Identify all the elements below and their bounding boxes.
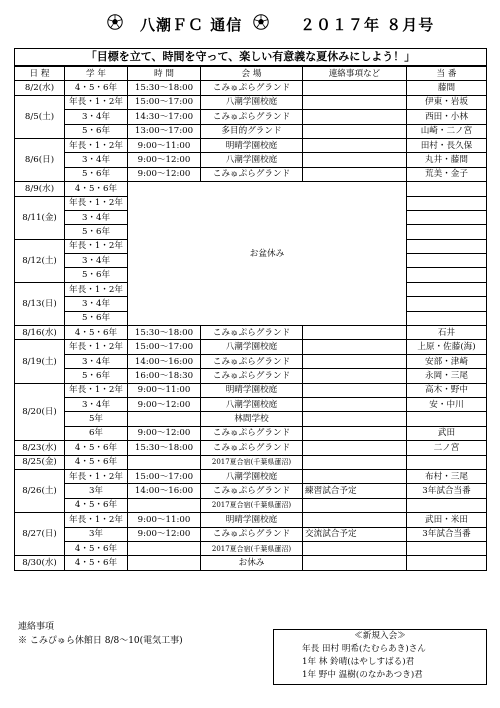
duty-cell <box>407 182 487 196</box>
grade-cell: 3・4年 <box>65 210 128 224</box>
note-cell <box>303 81 407 95</box>
grade-cell: 4・5・6年 <box>65 541 128 555</box>
venue-cell: こみゅぷらグランド <box>201 426 303 440</box>
grade-cell: 3・4年 <box>65 354 128 368</box>
date-cell: 8/30(水) <box>15 556 65 570</box>
note-cell <box>303 383 407 397</box>
note-cell <box>303 369 407 383</box>
duty-cell: 安・中川 <box>407 397 487 411</box>
table-row <box>15 426 487 440</box>
table-row <box>15 441 487 455</box>
duty-cell <box>407 268 487 282</box>
note-cell <box>303 556 407 570</box>
column-header-venue: 会 場 <box>201 67 303 81</box>
duty-cell <box>407 239 487 253</box>
venue-cell: 多目的グランド <box>201 124 303 138</box>
table-row <box>15 455 487 469</box>
new-members-title: ≪新規入会≫ <box>354 631 406 641</box>
grade-cell: 5・6年 <box>65 268 128 282</box>
duty-cell: 武田 <box>407 426 487 440</box>
note-cell <box>303 513 407 527</box>
note-cell <box>303 441 407 455</box>
grade-cell: 3・4年 <box>65 110 128 124</box>
duty-cell <box>407 498 487 512</box>
newsletter-title: 八潮ＦＣ 通信 <box>140 16 243 34</box>
date-cell: 8/9(水) <box>15 182 65 196</box>
duty-cell <box>407 282 487 296</box>
table-row <box>15 95 487 109</box>
duty-cell: 3年試合当番 <box>407 527 487 541</box>
table-row <box>15 412 487 426</box>
time-cell: 9:00～12:00 <box>128 527 201 541</box>
table-row <box>15 498 487 512</box>
new-member-entry: 1年 野中 温樹(のなかあつき)君 <box>302 670 423 680</box>
date-cell: 8/12(土) <box>15 239 65 282</box>
table-row <box>15 469 487 483</box>
slogan-banner: 「目標を立て、時間を守って、楽しい有意義な夏休みにしよう！」 <box>14 48 487 66</box>
table-row <box>15 326 487 340</box>
duty-cell: 丸井・藤間 <box>407 153 487 167</box>
duty-cell: 藤間 <box>407 81 487 95</box>
grade-cell: 年長・1・2年 <box>65 340 128 354</box>
date-cell: 8/27(日) <box>15 513 65 556</box>
duty-cell: 二ノ宮 <box>407 441 487 455</box>
table-row <box>15 556 487 570</box>
grade-cell: 5・6年 <box>65 311 128 325</box>
time-cell: 9:00～12:00 <box>128 153 201 167</box>
note-cell <box>303 469 407 483</box>
time-cell: 15:30～18:00 <box>128 81 201 95</box>
duty-cell: 上原・佐藤(海) <box>407 340 487 354</box>
duty-cell: 布村・三尾 <box>407 469 487 483</box>
obon-holiday-cell: お盆休み <box>128 182 407 326</box>
venue-cell: 八潮学園校庭 <box>201 95 303 109</box>
grade-cell: 年長・1・2年 <box>65 383 128 397</box>
time-cell: 15:00～17:00 <box>128 95 201 109</box>
notes-section <box>18 620 183 648</box>
duty-cell: 山崎・二ノ宮 <box>407 124 487 138</box>
time-cell: 15:00～17:00 <box>128 469 201 483</box>
table-row <box>15 138 487 152</box>
notes-heading: 連絡事項 <box>18 622 55 632</box>
note-cell <box>303 167 407 181</box>
venue-cell: こみゅぷらグランド <box>201 369 303 383</box>
duty-cell: 安部・津崎 <box>407 354 487 368</box>
time-cell <box>128 455 201 469</box>
soccer-ball-icon <box>107 14 123 30</box>
new-member-entry: 年長 田村 明希(たむらあき)さん <box>302 644 426 654</box>
date-cell: 8/25(金) <box>15 455 65 469</box>
duty-cell <box>407 541 487 555</box>
duty-cell <box>407 196 487 210</box>
table-row <box>15 340 487 354</box>
duty-cell: 石井 <box>407 326 487 340</box>
time-cell <box>128 412 201 426</box>
time-cell: 13:00～17:00 <box>128 124 201 138</box>
note-cell: 練習試合予定 <box>303 484 407 498</box>
note-cell <box>303 426 407 440</box>
grade-cell: 3・4年 <box>65 153 128 167</box>
note-cell <box>303 498 407 512</box>
grade-cell: 4・5・6年 <box>65 326 128 340</box>
date-cell: 8/16(水) <box>15 326 65 340</box>
duty-cell: 田村・長久保 <box>407 138 487 152</box>
venue-cell: こみゅぷらグランド <box>201 167 303 181</box>
duty-cell: 荒美・金子 <box>407 167 487 181</box>
grade-cell: 4・5・6年 <box>65 182 128 196</box>
note-cell <box>303 95 407 109</box>
time-cell: 15:00～17:00 <box>128 340 201 354</box>
time-cell: 9:00～11:00 <box>128 513 201 527</box>
grade-cell: 5・6年 <box>65 167 128 181</box>
venue-cell: こみゅぷらグランド <box>201 527 303 541</box>
grade-cell: 3年 <box>65 527 128 541</box>
schedule-table <box>14 66 487 571</box>
venue-cell: こみゅぷらグランド <box>201 441 303 455</box>
table-row <box>15 513 487 527</box>
header <box>0 12 500 38</box>
grade-cell: 年長・1・2年 <box>65 95 128 109</box>
grade-cell: 年長・1・2年 <box>65 196 128 210</box>
duty-cell: 西田・小林 <box>407 110 487 124</box>
grade-cell: 3年 <box>65 484 128 498</box>
duty-cell <box>407 556 487 570</box>
time-cell <box>128 541 201 555</box>
venue-cell: 2017夏合宿(千葉県蓮沼) <box>201 541 303 555</box>
venue-cell: こみゅぷらグランド <box>201 81 303 95</box>
time-cell: 9:00～12:00 <box>128 426 201 440</box>
note-cell <box>303 124 407 138</box>
venue-cell: お休み <box>201 556 303 570</box>
duty-cell: 永岡・三尾 <box>407 369 487 383</box>
duty-cell: 伊東・岩坂 <box>407 95 487 109</box>
time-cell: 9:00～11:00 <box>128 383 201 397</box>
date-cell: 8/20(日) <box>15 383 65 441</box>
table-row <box>15 397 487 411</box>
time-cell: 14:00～16:00 <box>128 484 201 498</box>
note-cell <box>303 326 407 340</box>
grade-cell: 5・6年 <box>65 225 128 239</box>
note-cell <box>303 412 407 426</box>
new-members-box <box>273 629 487 685</box>
venue-cell: 八潮学園校庭 <box>201 153 303 167</box>
duty-cell <box>407 210 487 224</box>
date-cell: 8/19(土) <box>15 340 65 383</box>
grade-cell: 5・6年 <box>65 369 128 383</box>
issue-label: ２０１７年 ８月号 <box>300 16 435 34</box>
grade-cell: 4・5・6年 <box>65 441 128 455</box>
notes-item: ※ こみぴゅら休館日 8/8～10(電気工事) <box>18 636 183 646</box>
time-cell: 16:00～18:30 <box>128 369 201 383</box>
grade-cell: 6年 <box>65 426 128 440</box>
grade-cell: 4・5・6年 <box>65 81 128 95</box>
column-header-duty: 当 番 <box>407 67 487 81</box>
date-cell: 8/26(土) <box>15 469 65 512</box>
note-cell <box>303 397 407 411</box>
table-row <box>15 167 487 181</box>
duty-cell <box>407 254 487 268</box>
note-cell <box>303 153 407 167</box>
duty-cell <box>407 297 487 311</box>
note-cell: 交流試合予定 <box>303 527 407 541</box>
time-cell: 9:00～12:00 <box>128 397 201 411</box>
date-cell: 8/23(水) <box>15 441 65 455</box>
table-row <box>15 484 487 498</box>
grade-cell: 年長・1・2年 <box>65 513 128 527</box>
note-cell <box>303 110 407 124</box>
grade-cell: 4・5・6年 <box>65 556 128 570</box>
time-cell: 9:00～12:00 <box>128 167 201 181</box>
table-row <box>15 369 487 383</box>
venue-cell: こみゅぷらグランド <box>201 326 303 340</box>
date-cell: 8/2(水) <box>15 81 65 95</box>
grade-cell: 4・5・6年 <box>65 455 128 469</box>
venue-cell: 2017夏合宿(千葉県蓮沼) <box>201 498 303 512</box>
grade-cell: 年長・1・2年 <box>65 239 128 253</box>
table-row <box>15 153 487 167</box>
column-header-date: 日 程 <box>15 67 65 81</box>
venue-cell: 明晴学園校庭 <box>201 383 303 397</box>
time-cell: 15:30～18:00 <box>128 326 201 340</box>
table-row <box>15 182 487 196</box>
table-row <box>15 527 487 541</box>
table-row <box>15 81 487 95</box>
venue-cell: こみゅぷらグランド <box>201 484 303 498</box>
grade-cell: 5年 <box>65 412 128 426</box>
column-header-time: 時 間 <box>128 67 201 81</box>
table-row <box>15 354 487 368</box>
venue-cell: 林間学校 <box>201 412 303 426</box>
grade-cell: 年長・1・2年 <box>65 469 128 483</box>
date-cell: 8/11(金) <box>15 196 65 239</box>
duty-cell <box>407 455 487 469</box>
time-cell: 14:30～17:00 <box>128 110 201 124</box>
date-cell: 8/6(日) <box>15 138 65 181</box>
time-cell: 14:00～16:00 <box>128 354 201 368</box>
time-cell <box>128 556 201 570</box>
new-member-entry: 1年 林 鈴晴(はやしすばる)君 <box>302 657 415 667</box>
duty-cell: 3年試合当番 <box>407 484 487 498</box>
time-cell <box>128 498 201 512</box>
grade-cell: 3・4年 <box>65 254 128 268</box>
duty-cell <box>407 412 487 426</box>
time-cell: 9:00～11:00 <box>128 138 201 152</box>
venue-cell: こみゅぷらグランド <box>201 110 303 124</box>
note-cell <box>303 354 407 368</box>
venue-cell: 明晴学園校庭 <box>201 138 303 152</box>
duty-cell <box>407 225 487 239</box>
duty-cell <box>407 311 487 325</box>
note-cell <box>303 541 407 555</box>
grade-cell: 年長・1・2年 <box>65 282 128 296</box>
venue-cell: 明晴学園校庭 <box>201 513 303 527</box>
column-header-notes: 連絡事項など <box>303 67 407 81</box>
table-row <box>15 110 487 124</box>
column-header-grade: 学 年 <box>65 67 128 81</box>
date-cell: 8/13(日) <box>15 282 65 325</box>
venue-cell: 八潮学園校庭 <box>201 340 303 354</box>
note-cell <box>303 138 407 152</box>
venue-cell: こみゅぷらグランド <box>201 354 303 368</box>
venue-cell: 八潮学園校庭 <box>201 397 303 411</box>
date-cell: 8/5(土) <box>15 95 65 138</box>
duty-cell: 武田・米田 <box>407 513 487 527</box>
venue-cell: 2017夏合宿(千葉県蓮沼) <box>201 455 303 469</box>
note-cell <box>303 455 407 469</box>
duty-cell: 高木・野中 <box>407 383 487 397</box>
table-row <box>15 124 487 138</box>
grade-cell: 3・4年 <box>65 397 128 411</box>
grade-cell: 3・4年 <box>65 297 128 311</box>
grade-cell: 4・5・6年 <box>65 498 128 512</box>
table-header-row <box>15 67 487 81</box>
note-cell <box>303 340 407 354</box>
soccer-ball-icon <box>253 14 269 30</box>
time-cell: 15:30～18:00 <box>128 441 201 455</box>
table-row <box>15 541 487 555</box>
venue-cell: 八潮学園校庭 <box>201 469 303 483</box>
table-row <box>15 383 487 397</box>
grade-cell: 5・6年 <box>65 124 128 138</box>
grade-cell: 年長・1・2年 <box>65 138 128 152</box>
